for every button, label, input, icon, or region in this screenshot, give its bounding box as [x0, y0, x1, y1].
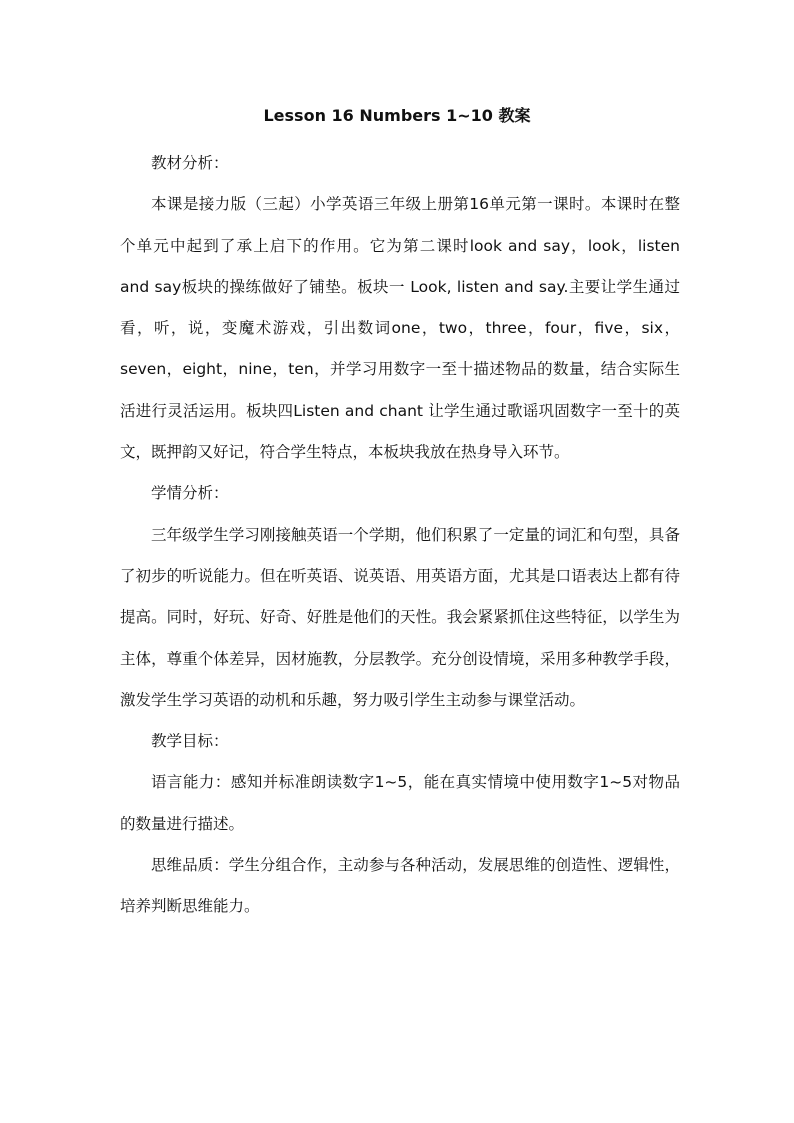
paragraph-student-analysis: 三年级学生学习刚接触英语一个学期，他们积累了一定量的词汇和句型，具备了初步的听说能力。但在听英语、说英语、用英语方面，尤其是口语表达上都有待提高。同时，好玩、好奇、好胜是他们的天性。我会紧紧抓住这些特征，以学生为主体，尊重个体差异，因材施教，分层教学。充分创设情境，采用多种教学手段，激发学生学习英语的动机和乐趣，努力吸引学生主动参与课堂活动。 — [120, 525, 680, 709]
document-title: Lesson 16 Numbers 1~10 教案 — [263, 106, 531, 125]
section-heading-teaching-goals: 教学目标： — [151, 732, 229, 751]
document-body — [120, 143, 680, 928]
section-heading-student-analysis: 学情分析： — [151, 484, 229, 503]
section-heading-textbook-analysis: 教材分析： — [151, 154, 229, 172]
paragraph-thinking-quality: 思维品质：学生分组合作，主动参与各种活动，发展思维的创造性、逻辑性，培养判断思维能力。 — [120, 856, 680, 916]
paragraph-textbook-analysis: 本课是接力版（三起）小学英语三年级上册第16单元第一课时。本课时在整个单元中起到了承上启下的作用。它为第二课时look and say，look，listen and say板块的操练做好了铺垫。板块一 Look, listen and say.主要让学生通过看，听，说，变魔术游戏，引出数词one，two，three，four，five，six，seven，eight，nine，ten，并学习用数字一至十描述物品的数量，结合实际生活进行灵活运用。板块四Listen and chant 让学生通过歌谣巩固数字一至十的英文，既押韵又好记，符合学生特点，本板块我放在热身导入环节。 — [120, 195, 680, 462]
paragraph-language-ability: 语言能力：感知并标准朗读数字1~5，能在真实情境中使用数字1~5对物品的数量进行描述。 — [120, 773, 680, 833]
